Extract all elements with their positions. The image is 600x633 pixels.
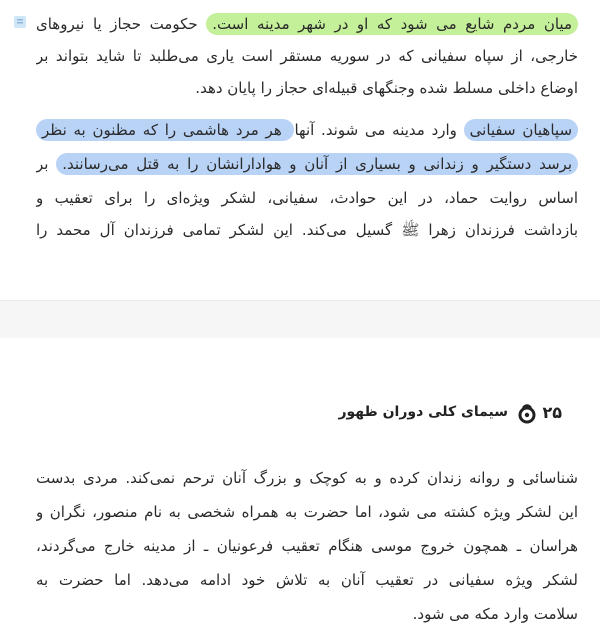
text-line-5 [36,152,578,176]
page-number: ۲۵ [542,403,562,422]
highlight-blue[interactable]: برسد دستگیر و زندانی و بسیاری از آنان و هوادارانشان را به قتل می‌رسانند. [56,153,578,175]
book-logo-icon [516,402,538,424]
top-page [0,0,600,300]
text-line-7: بازداشت فرزندان زهرا ﷺ گسیل می‌کند. این لشکر تمامی فرزندان آل محمد را [36,221,578,239]
text-line-4 [36,118,578,142]
text-line-6: اساس روایت حماد، در این حوادث، سفیانی، لشکر ویژه‌ای را برای تعقیب و [36,189,578,207]
note-bookmark-icon[interactable] [12,14,28,30]
text-line-2: خارجی، از سپاه سفیانی که در سوریه مستقر است یاری می‌طلبد تا شاید بتواند بر [36,47,578,65]
highlight-green[interactable]: میان مردم شایع می شود که او در شهر مدینه است. [206,13,578,35]
text-line-10: هراسان ـ همچون خروج موسی هنگام تعقیب فرعونیان ـ از مدینه خارج می‌گردند، [36,537,578,555]
text-line-8: شناسائی و روانه زندان کرده و به کوچک و بزرگ آنان ترحم نمی‌کند. مردی بدست [36,469,578,487]
page-separator [0,300,600,340]
text-segment: بر [36,155,57,173]
highlight-blue[interactable]: هر مرد هاشمی را که مظنون به نظر [36,119,294,141]
text-segment: وارد مدینه می‌ شوند. آنها [294,121,464,139]
text-line-11: لشکر ویژه سفیانی در تعقیب آنان به تلاش خود ادامه می‌دهد. اما حضرت به [36,571,578,589]
text-line-1 [36,12,578,36]
text-line-12: سلامت وارد مکه می‌ شود. [412,605,578,623]
text-line-3: اوضاع داخلی مسلط شده وجنگهای قبیله‌ای حجاز را پایان دهد. [195,79,578,97]
text-segment: حکومت حجاز یا نیروهای [36,15,207,33]
running-header-title: سیمای کلی دوران ظهور [338,404,508,420]
highlight-blue[interactable]: سپاهیان سفیانی [464,119,578,141]
text-line-9: این لشکر ویژه کشته می‌ شود، اما حضرت به همراه شخصی به نام منصور، نگران و [36,503,578,521]
